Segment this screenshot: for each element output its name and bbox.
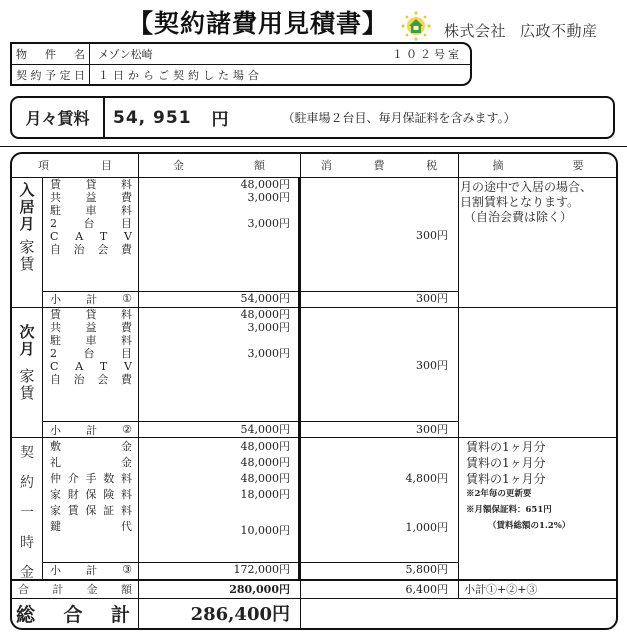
c: 料 [121,488,132,501]
grid-line [12,177,616,178]
subtotal2-tax: 300円 [416,423,448,436]
subtotal3-label [42,562,138,577]
subtotal3-amount: 172,000円 [233,563,290,576]
c: 駐 [50,334,61,347]
c: 車 [85,204,97,217]
c: 目 [121,347,132,360]
group2-items [42,308,138,386]
company-prefix: 株式会社 [444,22,507,40]
c: 自 [50,373,61,386]
note-line: 月の途中で入居の場合、 [460,180,593,194]
cost-table [10,152,618,630]
c: 険 [103,488,115,501]
c: 費 [121,321,132,334]
company-name [444,20,598,41]
group3-amounts [138,439,300,539]
c: 保 [85,488,97,501]
header-char: 額 [254,159,265,172]
grid-line [12,598,616,599]
c: 鍵 [50,520,61,533]
c: 合 [63,604,83,626]
c: 2 [50,347,57,360]
label-char: 約 [30,69,42,82]
c: 金 [86,583,98,596]
total-amount: 280,000円 [229,583,290,596]
label-char: 物 [16,48,27,61]
grand-total-label [12,599,138,628]
item-common-fee [42,321,138,334]
c: 治 [73,373,85,386]
group-label-contract-fees [12,438,42,581]
header-amount [138,154,300,176]
item-catv [42,360,138,373]
c: 計 [52,583,64,596]
grid-line [138,154,139,630]
c: 費 [120,243,132,256]
grid-line [42,177,43,580]
c: C [50,230,59,243]
amount [138,204,290,217]
c: 賃 [50,178,61,191]
amount [138,503,290,519]
c: 貸 [85,308,97,321]
total-label [12,580,138,598]
c: C [50,360,59,373]
c: 計 [86,423,98,437]
key-fee-tax: 1,000円 [405,521,448,534]
c: 目 [121,217,132,230]
c: V [124,360,132,373]
c: 共 [50,321,61,334]
c: 計 [86,563,98,577]
item-guarantee-fee [42,503,138,519]
label-char: 定 [59,69,71,82]
c: 計 [110,604,130,626]
item-parking [42,334,138,347]
group-label-move-in-month [12,178,42,308]
amount [138,360,290,373]
c: 総 [16,604,36,626]
header-summary [458,154,618,176]
group-char: 賃 [19,255,35,273]
header-char: 費 [373,159,385,172]
property-name-label [12,44,90,64]
group1-tax: 300円 [416,229,448,242]
c: 小 [50,292,61,306]
header-tax [300,154,458,176]
c: 貸 [85,178,97,191]
c: 合 [18,583,29,596]
item-second-car [42,347,138,360]
total-tax: 6,400円 [405,583,448,596]
c: 代 [121,520,132,533]
subtotal1-label [42,291,138,306]
c: 治 [73,243,85,256]
item-common-fee [42,191,138,204]
grand-total-amount: 286,400円 [190,604,290,625]
group-char: 月 [19,340,35,358]
amount [138,230,290,243]
header-char: 税 [426,159,438,172]
group2-amounts [138,308,300,386]
group-char: 居 [19,198,35,216]
item-brokerage-fee [42,471,138,487]
item-key-fee [42,519,138,535]
grid-line [12,307,616,308]
note-line: 賃料の1ヶ月分 [466,472,546,486]
c: 敷 [50,440,61,453]
c: 台 [83,347,95,360]
label-char: 名 [74,48,85,61]
document-title: 【契約諸費用見積書】 [128,9,389,38]
label-char: 日 [74,69,85,82]
group-char: 賃 [19,384,35,402]
amount [138,334,290,347]
divider [0,146,627,147]
c: 保 [85,504,97,517]
c: ① [122,292,132,305]
c: 手 [85,472,97,485]
c: 賃 [50,308,61,321]
c: 仲 [50,472,61,485]
grid-line [12,437,616,438]
c: A [75,360,84,373]
amount [138,373,290,386]
c: ② [122,423,132,436]
c: 介 [67,472,79,485]
item-rent [42,308,138,321]
item-key-money [42,455,138,471]
c: 家 [50,504,61,517]
amount: 3,000円 [247,347,290,360]
group-char: 約 [20,475,34,491]
group-label-next-month [12,308,42,438]
c: 礼 [50,456,61,469]
amount: 18,000円 [240,488,290,501]
header-char: 消 [320,159,332,172]
item-association-fee [42,243,138,256]
group-char: 月 [19,215,35,233]
group-char: 契 [20,445,34,461]
property-name: メゾン松崎 [98,48,153,61]
c: 料 [121,504,132,517]
property-name-value [90,44,470,64]
c: 料 [121,334,132,347]
subtotal1-tax: 300円 [416,292,448,305]
c: 費 [121,191,132,204]
c: 会 [97,243,109,256]
contract-date: １日からご契約した場合 [98,69,263,82]
group-char: 一 [20,505,34,521]
brokerage-tax: 4,800円 [405,472,448,485]
item-catv [42,230,138,243]
c: 金 [121,456,132,469]
label-char: 件 [45,48,56,61]
item-insurance [42,487,138,503]
grid-line [42,291,458,292]
item-second-car [42,217,138,230]
group-char: 金 [20,565,34,581]
grid-line [298,177,300,579]
amount: 48,000円 [240,308,290,321]
label-char: 予 [45,69,56,82]
c: 台 [83,217,95,230]
c: 料 [121,472,132,485]
group3-notes [464,439,618,533]
c: 料 [121,204,132,217]
amount: 48,000円 [240,472,290,485]
note-line: （自治会費は除く） [464,210,573,224]
item-deposit [42,439,138,455]
c: A [75,230,84,243]
group-char: 時 [20,535,34,551]
subtotal2-amount: 54,000円 [240,423,290,436]
c: 車 [85,334,97,347]
note-line: 日割賃料となります。 [460,195,580,209]
header-char: 金 [173,159,184,172]
subtotal1-amount: 54,000円 [240,292,290,305]
amount: 3,000円 [247,191,290,204]
header-char: 項 [38,159,49,172]
grid-line [42,421,458,422]
amount: 48,000円 [240,178,290,191]
c: 小 [50,423,61,437]
c: 料 [121,178,132,191]
header-char: 要 [572,159,584,172]
c: 2 [50,217,57,230]
item-rent [42,178,138,191]
group1-items [42,178,138,256]
subtotal2-label [42,422,138,437]
contract-date-value [90,65,470,85]
c: 賃 [67,504,79,517]
group1-amounts [138,178,300,256]
c: 数 [103,472,115,485]
grid-line [300,154,301,630]
amount: 3,000円 [247,217,290,230]
item-parking [42,204,138,217]
grid-line [42,562,458,563]
note-line: ※月額保証料：651円 [466,505,552,515]
monthly-rent-unit: 円 [211,110,229,130]
amount [138,243,290,256]
grid-line [458,154,459,599]
contract-date-row [12,65,470,85]
c: 家 [50,488,61,501]
monthly-rent-note: （駐車場２台目、毎月保証料を含みます。） [282,111,516,125]
c: 小 [50,563,61,577]
subtotal3-tax: 5,800円 [405,563,448,576]
group-char: 家 [19,367,35,385]
c: 額 [120,583,132,596]
monthly-rent-label: 月々賃料 [12,98,105,137]
room-number: １０２号室 [392,48,462,61]
grid-line [12,579,616,581]
note-line: （賃料総額の1.2%） [488,521,571,531]
group1-notes [458,180,618,225]
item-association-fee [42,373,138,386]
amount: 3,000円 [247,321,290,334]
group-char: 入 [19,181,35,199]
c: 駐 [50,204,61,217]
amount: 10,000円 [240,524,290,537]
header-item [12,154,138,176]
monthly-rent-amount: 54, 951 [113,107,192,128]
group-char: 次 [19,323,35,341]
c: 費 [120,373,132,386]
header-char: 摘 [492,159,504,172]
header-char: 目 [101,159,112,172]
property-name-row [12,44,470,65]
c: 会 [97,373,109,386]
c: 証 [103,504,115,517]
c: ③ [122,563,132,576]
c: 料 [121,308,132,321]
note-line: 賃料の1ヶ月分 [466,440,546,454]
c: V [124,230,132,243]
monthly-rent-box [10,96,615,139]
c: T [99,360,108,373]
company-label: 広政不動産 [520,22,598,40]
label-char: 契 [16,69,27,82]
total-note: 小計①+②+③ [464,583,538,596]
c: 益 [85,191,97,204]
c: 金 [121,440,132,453]
group2-tax: 300円 [416,359,448,372]
c: 共 [50,191,61,204]
house-sun-logo-icon [400,10,432,42]
c: 財 [67,488,79,501]
contract-date-label [12,65,90,85]
property-info-box [10,42,472,86]
amount: 48,000円 [240,440,290,453]
note-line: ※2年毎の更新要 [466,489,532,499]
group3-items [42,439,138,535]
c: 自 [50,243,61,256]
c: 益 [85,321,97,334]
group-char: 家 [19,238,35,256]
amount: 48,000円 [240,456,290,469]
c: T [99,230,108,243]
note-line: 賃料の1ヶ月分 [466,456,546,470]
c: 計 [86,292,98,306]
